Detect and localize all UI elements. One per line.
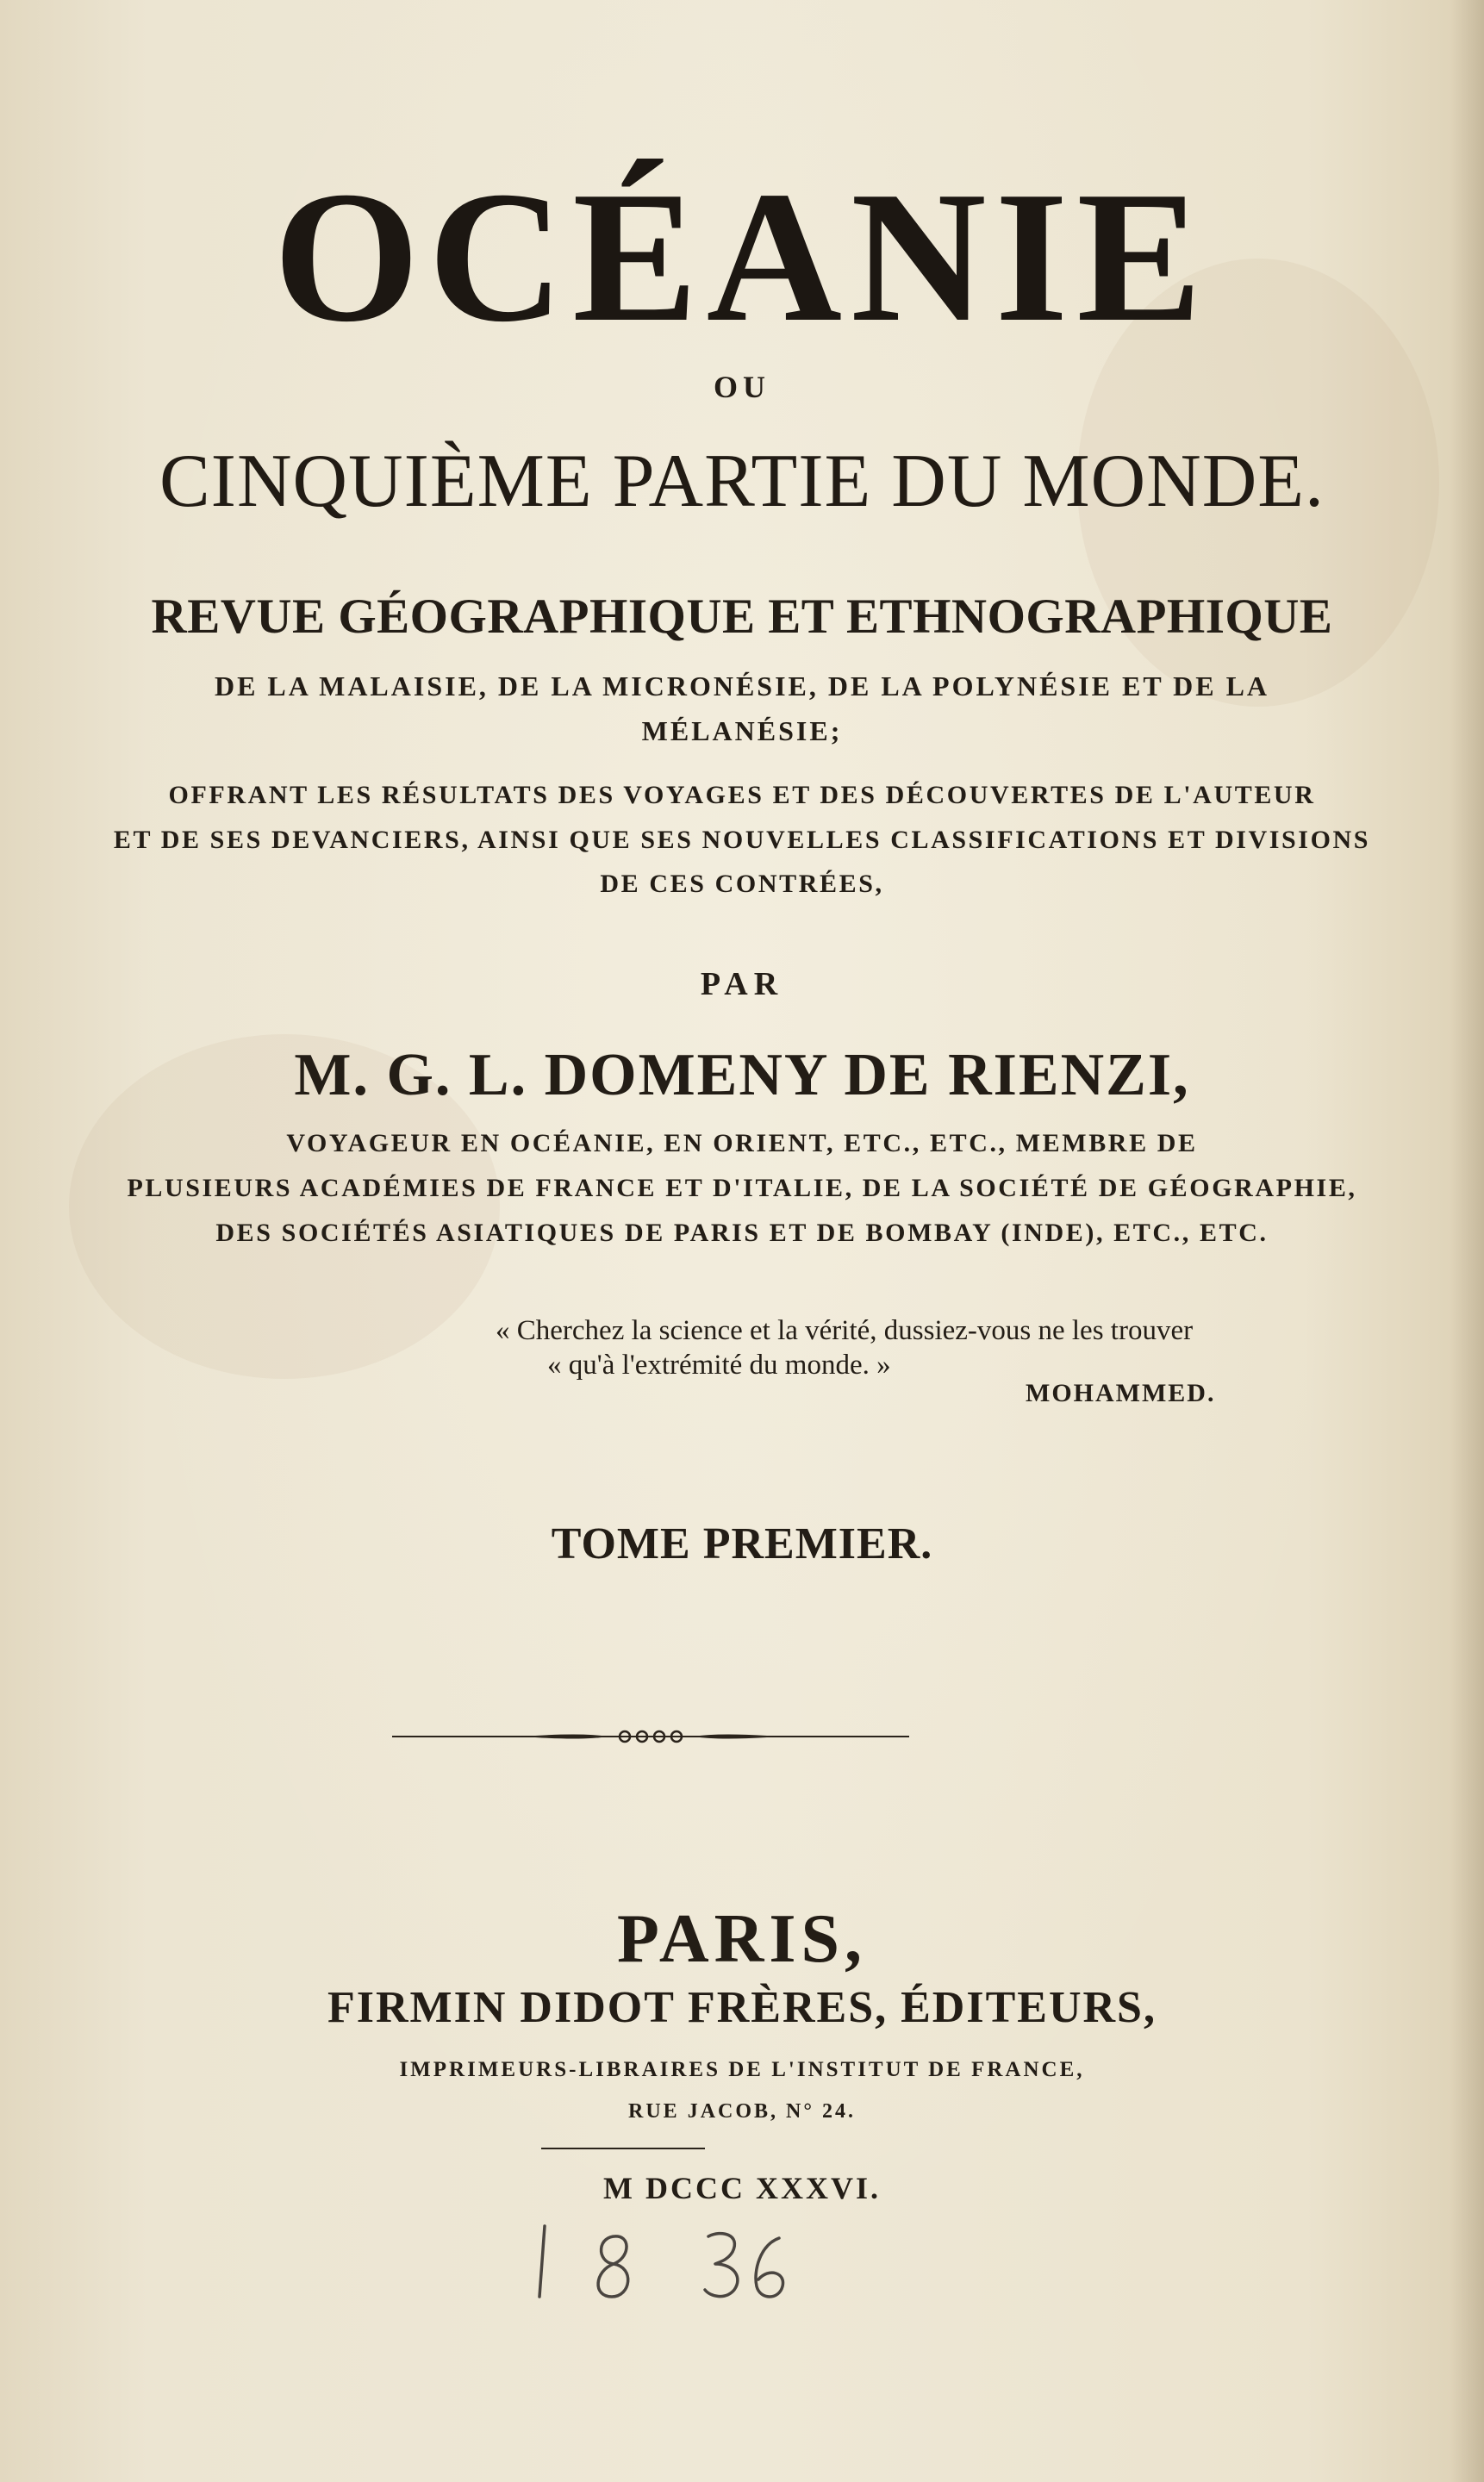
volume-label: TOME PREMIER.	[551, 1519, 933, 1568]
printer-description: IMPRIMEURS-LIBRAIRES DE L'INSTITUT DE FRANCE,	[399, 2058, 1085, 2081]
epigraph-attribution: MOHAMMED.	[1026, 1379, 1216, 1407]
description-heading: REVUE GÉOGRAPHIQUE ET ETHNOGRAPHIQUE	[151, 589, 1333, 644]
publisher-address: RUE JACOB, N° 24.	[628, 2100, 856, 2123]
publisher-name: FIRMIN DIDOT FRÈRES, ÉDITEURS,	[327, 1983, 1157, 2032]
epigraph-line-2: « qu'à l'extrémité du monde. »	[547, 1350, 891, 1381]
publication-city: PARIS,	[616, 1901, 868, 1977]
book-subtitle: CINQUIÈME PARTIE DU MONDE.	[159, 440, 1325, 523]
scope-line-3: DE CES CONTRÉES,	[600, 870, 884, 898]
epigraph-line-1: « Cherchez la science et la vérité, dussiez-vous ne les trouver	[496, 1315, 1194, 1346]
scope-line-1: OFFRANT LES RÉSULTATS DES VOYAGES ET DES DÉCOUVERTES DE L'AUTEUR	[168, 781, 1316, 809]
author-name: M. G. L. DOMENY DE RIENZI,	[294, 1042, 1190, 1108]
author-credentials-3: DES SOCIÉTÉS ASIATIQUES DE PARIS ET DE BOMBAY (INDE), ETC., ETC.	[215, 1219, 1269, 1247]
book-title: OCÉANIE	[273, 153, 1211, 361]
short-rule	[541, 2148, 705, 2149]
title-conjunction: OU	[714, 370, 770, 404]
ornamental-rule-icon	[392, 1724, 909, 1749]
regions-line-2: MÉLANÉSIE;	[641, 715, 843, 746]
regions-line-1: DE LA MALAISIE, DE LA MICRONÉSIE, DE LA POLYNÉSIE ET DE LA	[214, 670, 1270, 702]
author-credentials-2: PLUSIEURS ACADÉMIES DE FRANCE ET D'ITALIE, DE LA SOCIÉTÉ DE GÉOGRAPHIE,	[127, 1174, 1357, 1202]
publication-date: M DCCC XXXVI.	[603, 2171, 881, 2205]
handwritten-date-annotation	[527, 2211, 803, 2314]
author-credentials-1: VOYAGEUR EN OCÉANIE, EN ORIENT, ETC., ETC., MEMBRE DE	[286, 1129, 1198, 1157]
by-label: PAR	[700, 966, 784, 1002]
scope-line-2: ET DE SES DEVANCIERS, AINSI QUE SES NOUVELLES CLASSIFICATIONS ET DIVISIONS	[113, 826, 1371, 854]
